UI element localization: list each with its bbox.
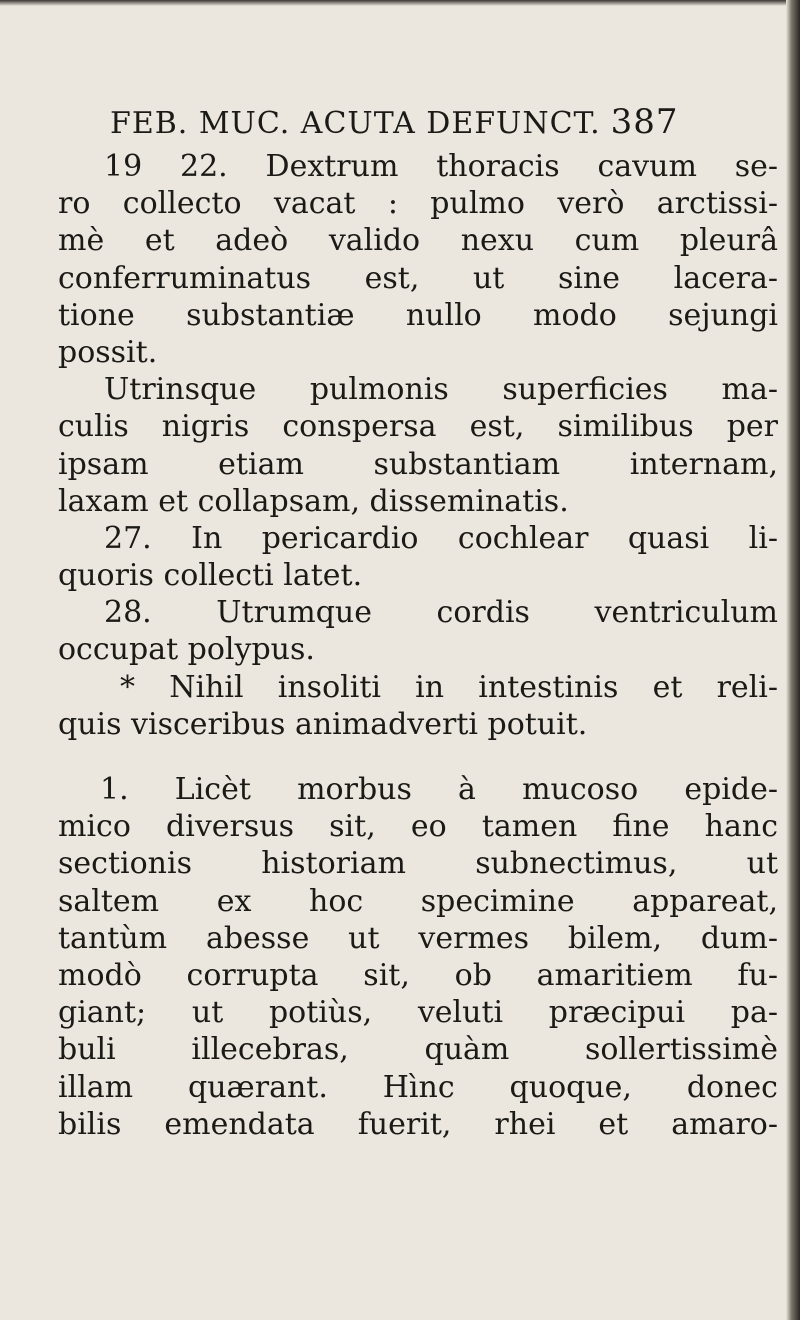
running-title: FEB. MUC. ACUTA DEFUNCT.	[110, 106, 601, 141]
text-line: buli illecebras, quàm sollertissimè	[58, 1032, 778, 1068]
text-line: 19 22. Dextrum thoracis cavum se-	[104, 149, 778, 184]
text-line: 1. Licèt morbus à mucoso epide-	[100, 772, 778, 807]
paragraph	[58, 148, 778, 371]
text-line: * Nihil insoliti in intestinis et reli-	[120, 669, 778, 705]
text-line: bilis emendata fuerit, rhei et amaro-	[58, 1106, 778, 1142]
text-line: illam quærant. Hìnc quoque, donec	[58, 1069, 778, 1105]
text-line: 27. In pericardio cochlear quasi li-	[104, 520, 778, 556]
text-line: quis visceribus animadverti potuit.	[58, 706, 588, 742]
text-line: sectionis historiam subnectimus, ut	[58, 846, 778, 882]
page-number: 387	[610, 102, 679, 142]
text-line: mè et adeò valido nexu cum pleurâ	[58, 223, 778, 259]
text-line: conferruminatus est, ut sine lacera-	[58, 260, 778, 296]
text-line: tantùm abesse ut vermes bilem, dum-	[58, 920, 778, 956]
text-line: modò corrupta sit, ob amaritiem fu-	[58, 957, 778, 993]
text-line: ro collecto vacat : pulmo verò arctissi-	[58, 186, 778, 222]
text-line: possit.	[58, 334, 158, 370]
paragraph	[58, 771, 778, 1143]
section-gap	[58, 743, 778, 771]
text-line: 28. Utrumque cordis ventriculum	[104, 595, 778, 631]
text-line: Utrinsque pulmonis superficies ma-	[104, 372, 778, 408]
text-line: culis nigris conspersa est, similibus per	[58, 409, 778, 445]
paragraph	[58, 669, 778, 743]
text-line: ipsam etiam substantiam internam,	[58, 446, 778, 482]
paragraph	[58, 371, 778, 520]
paragraph	[58, 520, 778, 594]
running-header	[110, 102, 770, 142]
text-line: saltem ex hoc specimine appareat,	[58, 883, 778, 919]
book-spine-edge	[786, 0, 800, 1320]
text-line: quoris collecti latet.	[58, 558, 363, 594]
text-line: mico diversus sit, eo tamen fine hanc	[58, 809, 778, 845]
text-line: laxam et collapsam, disseminatis.	[58, 483, 569, 519]
paragraph	[58, 594, 778, 668]
page-top-shadow	[0, 0, 800, 6]
page-body	[58, 148, 778, 1143]
text-line: giant; ut potiùs, veluti præcipui pa-	[58, 995, 778, 1031]
text-line: tione substantiæ nullo modo sejungi	[58, 297, 778, 333]
text-line: occupat polypus.	[58, 632, 315, 668]
